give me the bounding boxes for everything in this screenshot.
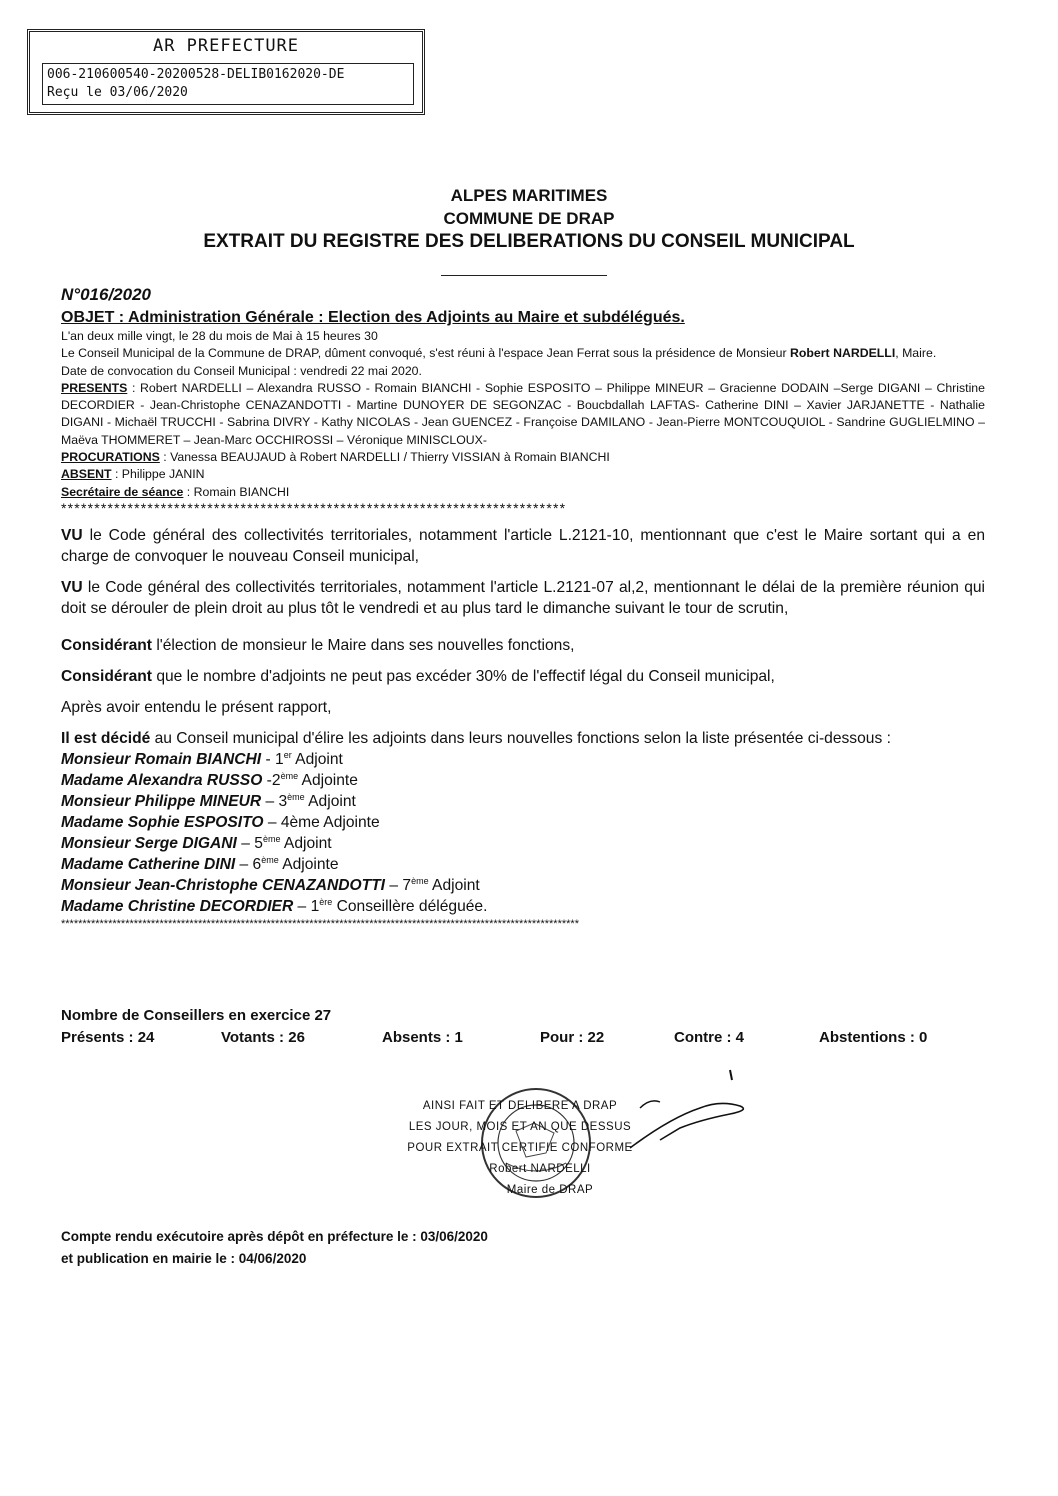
register-title: EXTRAIT DU REGISTRE DES DELIBERATIONS DU CONSEIL MUNICIPAL [203,231,855,252]
adjoint-rank: 1 [310,897,320,915]
signature-line-1: AINSI FAIT ET DELIBERE A DRAP [422,1100,618,1112]
adjoint-role: Adjointe [298,771,358,789]
adjoint-item: Monsieur Romain BIANCHI - 1er Adjoint [61,749,343,768]
adjoint-rank: 7 [402,876,412,894]
adjoint-item: Monsieur Philippe MINEUR – 3ème Adjoint [61,791,356,810]
adjoint-rank: 1 [275,750,284,768]
signature-title: Maire de DRAP [506,1184,594,1196]
adjoints-list [61,749,985,917]
deliberation-object: OBJET : Administration Générale : Election des Adjoints au Maire et subdélégués. [61,309,685,326]
adjoint-name: Monsieur Jean-Christophe CENAZANDOTTI [61,876,386,894]
adjoint-rank: 4ème Adjointe [280,813,380,831]
adjoint-item: Madame Christine DECORDIER – 1ère Conseillère déléguée. [61,896,488,915]
presents-count: Présents : 24 [61,1029,155,1046]
adjoint-item: Madame Alexandra RUSSO -2ème Adjointe [61,770,358,789]
contre-count: Contre : 4 [674,1029,745,1046]
session-secretary: Secrétaire de séance : Romain BIANCHI [61,484,290,499]
execution-note [61,1226,488,1270]
adjoint-name: Monsieur Serge DIGANI [61,834,237,852]
adjoint-name: Monsieur Philippe MINEUR [61,792,262,810]
apres-paragraph: Après avoir entendu le présent rapport, [61,698,332,716]
absent-list: ABSENT : Philippe JANIN [61,467,205,482]
procurations-list: PROCURATIONS : Vanessa BEAUJAUD à Robert NARDELLI / Thierry VISSIAN à Romain BIANCHI [61,450,610,465]
adjoint-item: Madame Sophie ESPOSITO – 4ème Adjointe [61,813,380,831]
prefecture-deposit-date: Compte rendu exécutoire après dépôt en préfecture le : 03/06/2020 [61,1229,488,1244]
adjoint-item: Madame Catherine DINI – 6ème Adjointe [61,854,339,873]
adjoint-role: Adjoint [291,750,343,768]
department-heading: ALPES MARITIMES [450,186,608,205]
prefecture-stamp [27,29,425,115]
adjoint-role: Adjointe [278,855,339,873]
adjoint-name: Madame Catherine DINI [61,855,236,873]
stamp-details [42,63,414,105]
adjoint-rank: 2 [271,771,281,789]
vu-paragraph-1: VU le Code général des collectivités territoriales, notamment l'article L.2121-10, mentionnant que c'est le Maire sortant qui a en charge de convoquer le nouveau Conseil municipal, [61,526,985,565]
adjoint-name: Madame Alexandra RUSSO [61,771,263,789]
deliberation-number: N°016/2020 [61,285,151,304]
adjoint-role: Conseillère déléguée. [332,897,488,915]
absents-count: Absents : 1 [382,1029,463,1046]
decision-paragraph: Il est décidé au Conseil municipal d'élire les adjoints dans leurs nouvelles fonctions selon la liste présentée ci-dessous : [61,729,891,747]
publication-date: et publication en mairie le : 04/06/2020 [61,1251,307,1266]
adjoint-item: Monsieur Serge DIGANI – 5ème Adjoint [61,833,332,852]
signature-block [385,1096,655,1201]
president-name: Robert NARDELLI [790,346,896,361]
considerant-paragraph-1: Considérant l'élection de monsieur le Maire dans ses nouvelles fonctions, [61,636,575,654]
adjoint-rank: 6 [252,855,262,873]
session-presidency: Le Conseil Municipal de la Commune de DRAP, dûment convoqué, s'est réuni à l'espace Jean Ferrat sous la présidence de Monsieur Robert NARDELLI, Maire. [61,346,937,361]
vu-paragraph-2: VU le Code général des collectivités territoriales, notamment l'article L.2121-07 al,2, mentionnant le délai de la première réunion qui doit se dérouler de plein droit au plus tôt le vendredi et au plus tard le dimanche suivant le tour de scrutin, [61,578,985,617]
abstentions-count: Abstentions : 0 [819,1029,928,1046]
adjoint-role: Adjoint [280,834,332,852]
signature-line-3: POUR EXTRAIT CERTIFIE CONFORME [407,1142,633,1154]
session-date: L'an deux mille vingt, le 28 du mois de Mai à 15 heures 30 [61,329,378,343]
adjoint-role: Adjoint [428,876,480,894]
adjoint-item: Monsieur Jean-Christophe CENAZANDOTTI – 7ème Adjoint [61,875,480,894]
presents-list: PRESENTS : Robert NARDELLI – Alexandra RUSSO - Romain BIANCHI - Sophie ESPOSITO – Philippe MINEUR – Gracienne DODAIN –Serge DIGANI – Christine DECORDIER - Jean-Christophe CENAZANDOTTI - Martine DUNOYER DE SEGONZAC - Boucbdallah LAFTAS- Catherine DINI – Xavier JARJANETTE - Nathalie DIGANI - Michaël TRUCCHI - Sabrina DIVRY - Kathy NICOLAS - Jean GUENCEZ - Françoise DAMILANO - Jean-Pierre MONTCOUQUIOL - Sandrine GUGLIELMINO –Maëva THOMMERET – Jean-Marc OCCHIROSSI – Véronique MINISCLOUX- [61,380,985,447]
adjoint-name: Madame Sophie ESPOSITO [61,813,264,831]
signature-line-2: LES JOUR, MOIS ET AN QUE DESSUS [408,1121,632,1133]
deliberation-body [61,284,985,931]
header-divider [441,275,607,276]
adjoint-role: Adjoint [304,792,356,810]
adjoint-rank: 3 [278,792,288,810]
convocation-date: Date de convocation du Conseil Municipal : vendredi 22 mai 2020. [61,363,422,378]
commune-heading: COMMUNE DE DRAP [443,209,615,228]
signature-name: Robert NARDELLI [489,1163,591,1175]
separator-stars-2: ************************************************************************************************************************* [61,917,579,930]
considerant-paragraph-2: Considérant que le nombre d'adjoints ne peut pas excéder 30% de l'effectif légal du Conseil municipal, [61,667,775,685]
adjoint-name: Monsieur Romain BIANCHI [61,750,262,768]
stamp-received-date: Reçu le 03/06/2020 [47,85,188,100]
stamp-reference: 006-210600540-20200528-DELIB0162020-DE [47,67,345,82]
stamp-title: AR PREFECTURE [152,36,300,56]
adjoint-name: Madame Christine DECORDIER [61,897,294,915]
separator-stars: **************************************************************************** [61,500,567,515]
votants-count: Votants : 26 [221,1029,305,1046]
pour-count: Pour : 22 [540,1029,605,1046]
councillors-count: Nombre de Conseillers en exercice 27 [61,1007,332,1024]
adjoint-rank: 5 [254,834,263,852]
